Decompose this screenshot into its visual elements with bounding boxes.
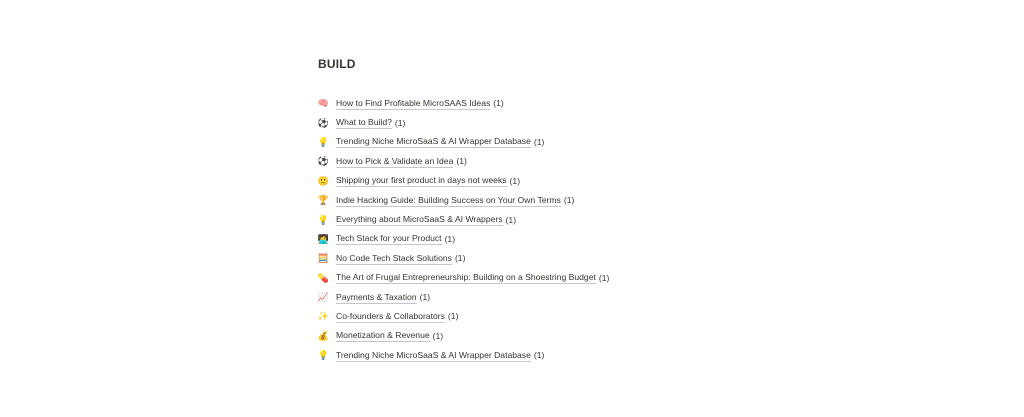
page-link-item[interactable] — [318, 327, 609, 346]
page-link-item[interactable] — [318, 133, 609, 152]
page-link-item[interactable] — [318, 307, 609, 326]
page-link-title[interactable]: Trending Niche MicroSaaS & AI Wrapper Database — [336, 136, 531, 147]
page-link-item[interactable] — [318, 249, 609, 268]
page-link-title[interactable]: Everything about MicroSaaS & AI Wrappers — [336, 214, 503, 225]
pill-icon: 💊 — [317, 272, 330, 283]
chart-up-icon: 📈 — [317, 292, 330, 303]
soccer-ball-icon: ⚽ — [317, 117, 330, 128]
light-bulb-icon: 💡 — [317, 136, 330, 147]
backlink-count: (1) — [456, 156, 467, 167]
page-link-title[interactable]: Co-founders & Collaborators — [336, 310, 445, 321]
page-link-title[interactable]: Trending Niche MicroSaaS & AI Wrapper Database — [336, 349, 531, 360]
page-link-title[interactable]: The Art of Frugal Entrepreneurship: Building on a Shoestring Budget — [336, 272, 596, 283]
brain-icon: 🧠 — [317, 98, 330, 109]
build-section — [317, 56, 738, 361]
backlink-count: (1) — [432, 330, 444, 341]
page-link-item[interactable] — [318, 191, 609, 210]
light-bulb-icon: 💡 — [317, 350, 330, 361]
sparkles-icon: ✨ — [317, 311, 330, 322]
backlink-count: (1) — [419, 292, 431, 303]
page-link-title[interactable]: No Code Tech Stack Solutions — [336, 252, 452, 263]
backlink-count: (1) — [533, 136, 545, 147]
page-link-item[interactable] — [318, 288, 609, 307]
backlink-count: (1) — [394, 117, 406, 128]
trophy-icon: 🏆 — [317, 195, 330, 206]
light-bulb-icon: 💡 — [317, 214, 330, 225]
backlink-count: (1) — [505, 214, 517, 225]
section-heading: BUILD — [318, 57, 356, 71]
page-link-item[interactable] — [318, 113, 609, 132]
smiley-icon: 🙂 — [317, 175, 330, 186]
page-link-title[interactable]: Monetization & Revenue — [336, 330, 430, 341]
page-link-item[interactable] — [318, 152, 609, 171]
page-link-item[interactable] — [318, 230, 609, 249]
page-link-title[interactable]: Indie Hacking Guide: Building Success on Your Own Terms — [336, 194, 561, 205]
page-link-title[interactable]: How to Find Profitable MicroSAAS Ideas — [336, 97, 491, 108]
backlink-count: (1) — [563, 195, 575, 206]
soccer-ball-icon: ⚽ — [317, 156, 330, 167]
page-link-item[interactable] — [318, 210, 609, 229]
backlink-count: (1) — [598, 272, 610, 283]
page-link-item[interactable] — [318, 269, 609, 288]
page-link-item[interactable] — [318, 94, 609, 113]
page-link-title[interactable]: What to Build? — [336, 117, 392, 128]
calculator-icon: 🧮 — [317, 253, 330, 264]
page-link-title[interactable]: How to Pick & Validate an Idea — [336, 155, 454, 166]
page-link-title[interactable]: Payments & Taxation — [336, 291, 417, 302]
page-link-title[interactable]: Shipping your first product in days not weeks — [336, 175, 507, 186]
money-bag-icon: 💰 — [317, 330, 330, 341]
person-laptop-icon: 🧑‍💻 — [317, 233, 330, 244]
page-link-title[interactable]: Tech Stack for your Product — [336, 233, 442, 244]
backlink-count: (1) — [493, 98, 504, 109]
backlink-count: (1) — [447, 311, 459, 322]
page-link-item[interactable] — [318, 346, 609, 365]
page-link-item[interactable] — [318, 172, 609, 191]
backlink-count: (1) — [533, 350, 545, 361]
backlink-count: (1) — [454, 253, 466, 264]
page-link-list — [318, 94, 609, 365]
backlink-count: (1) — [509, 175, 521, 186]
backlink-count: (1) — [444, 233, 456, 244]
